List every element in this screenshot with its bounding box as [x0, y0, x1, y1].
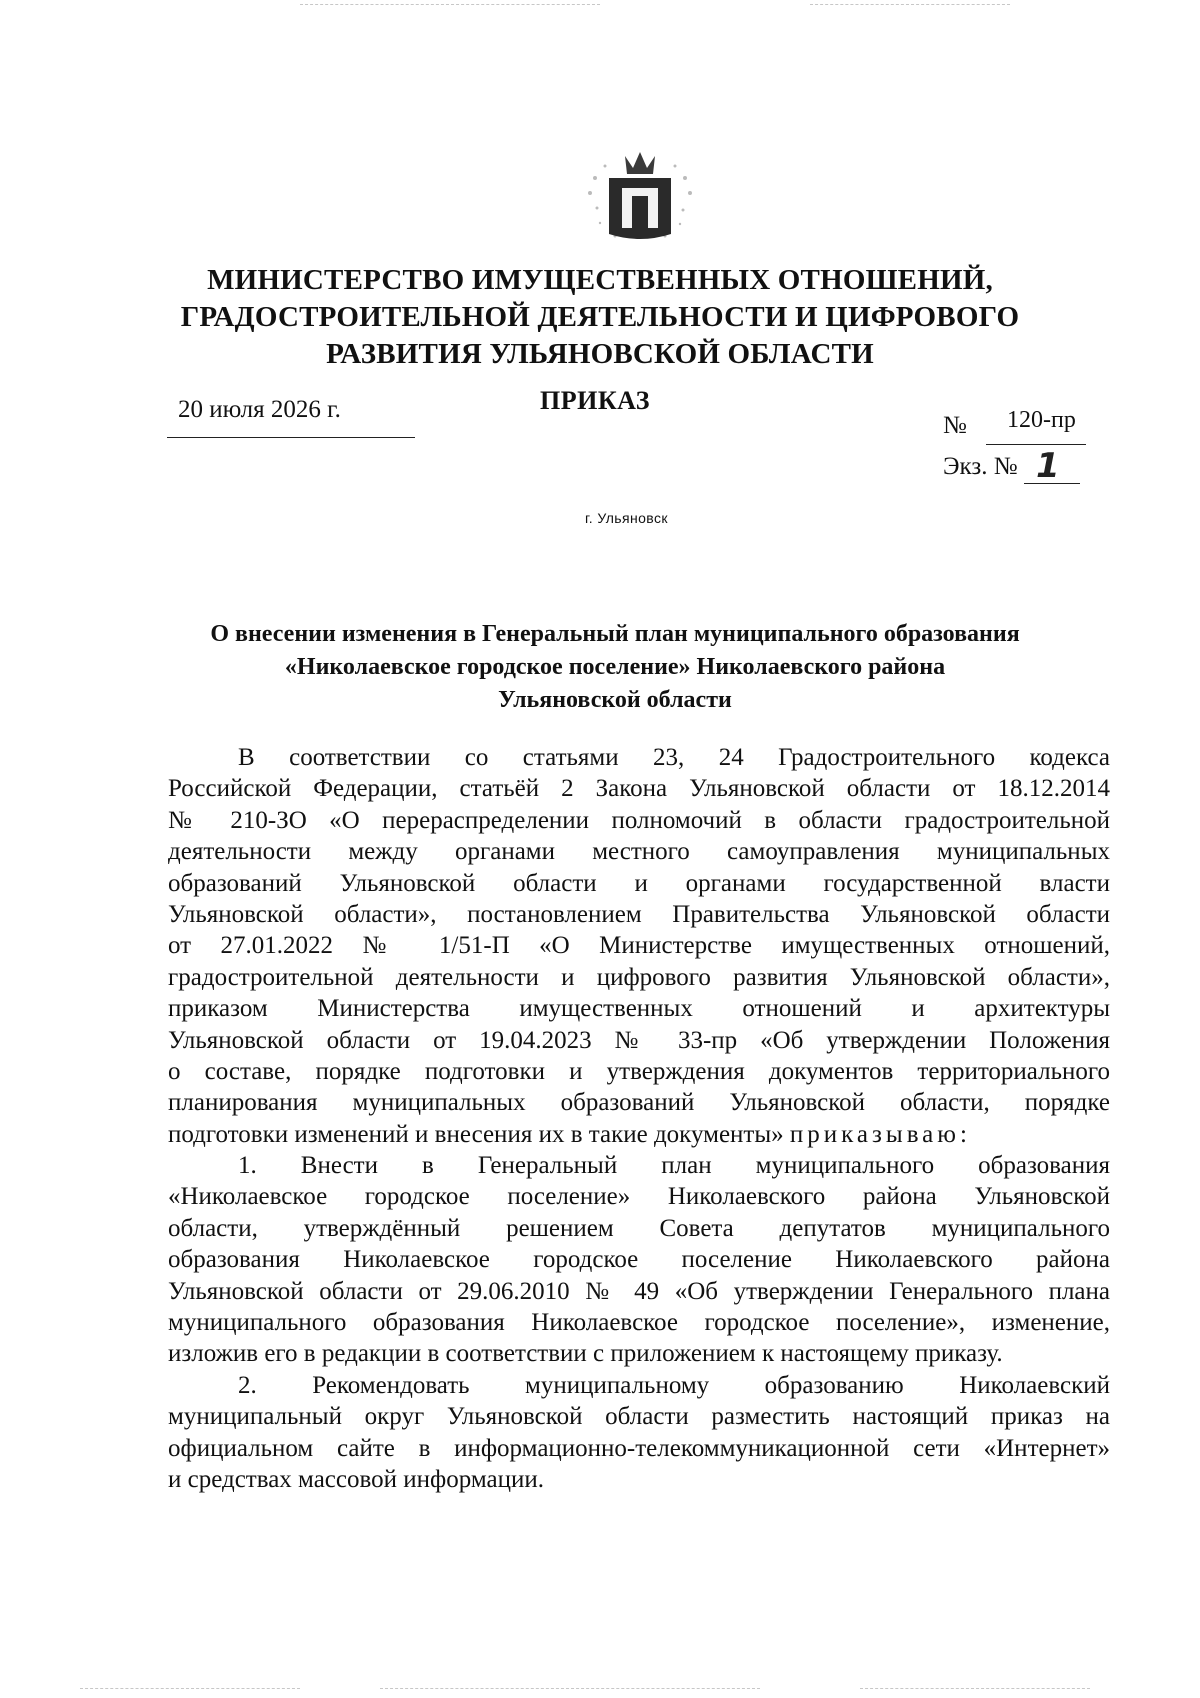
- order-title: ПРИКАЗ: [540, 386, 651, 415]
- body-line: о составе, порядке подготовки и утверждения документов территориального: [168, 1057, 1110, 1085]
- body-line: 1. Внести в Генеральный план муниципального образования: [238, 1152, 1110, 1180]
- body-line: Ульяновской области от 29.06.2010 № 49 «Об утверждении Генерального плана: [168, 1277, 1110, 1305]
- order-body: [168, 742, 1110, 1495]
- copy-number-value: 1: [1036, 446, 1060, 486]
- body-line: образования Николаевское городское поселение Николаевского района: [168, 1246, 1110, 1274]
- order-number-value: 120-пр: [1007, 407, 1076, 433]
- ministry-line: РАЗВИТИЯ УЛЬЯНОВСКОЙ ОБЛАСТИ: [326, 338, 874, 370]
- body-line: Ульяновской области», постановлением Правительства Ульяновской области: [168, 900, 1110, 928]
- body-line: области, утверждённый решением Совета депутатов муниципального: [168, 1214, 1110, 1242]
- order-date: 20 июля 2026 г.: [178, 396, 341, 423]
- subject-line: «Николаевское городское поселение» Николаевского района: [284, 654, 946, 680]
- order-subject: [150, 618, 1080, 717]
- body-line: № 210-ЗО «О перераспределении полномочий в области градостроительной: [168, 806, 1110, 834]
- ministry-name: [120, 262, 1080, 373]
- scan-artefact-bottom-left: [80, 1688, 300, 1689]
- body-line: «Николаевское городское поселение» Николаевского района Ульяновской: [168, 1183, 1110, 1211]
- date-underline: [167, 437, 415, 438]
- scan-artefact-top-right: [810, 4, 1010, 5]
- body-line: приказом Министерства имущественных отношений и архитектуры: [168, 995, 1110, 1023]
- copy-number-label: Экз. №: [943, 453, 1018, 480]
- scan-artefact-top: [300, 4, 600, 5]
- body-line: планирования муниципальных образований Ульяновской области, порядке: [168, 1089, 1110, 1117]
- body-line: и средствах массовой информации.: [168, 1465, 544, 1493]
- preamble-last-text: подготовки изменений и внесения их в такие документы»: [168, 1120, 784, 1148]
- scan-artefact-bottom: [380, 1688, 760, 1689]
- body-line: муниципального образования Николаевское городское поселение», изменение,: [168, 1309, 1110, 1337]
- order-number-underline: [986, 444, 1086, 445]
- order-item-1: [168, 1150, 1110, 1370]
- ministry-line: МИНИСТЕРСТВО ИМУЩЕСТВЕННЫХ ОТНОШЕНИЙ,: [207, 264, 993, 296]
- body-line: от 27.01.2022 № 1/51-П «О Министерстве имущественных отношений,: [168, 932, 1110, 960]
- body-line: градостроительной деятельности и цифрового развития Ульяновской области»,: [168, 963, 1110, 991]
- order-item-2: [168, 1370, 1110, 1496]
- body-line: изложив его в редакции в соответствии с приложением к настоящему приказу.: [168, 1340, 1003, 1368]
- order-word: приказываю:: [789, 1120, 971, 1148]
- preamble: [168, 742, 1110, 1150]
- subject-line: Ульяновской области: [498, 687, 732, 713]
- scan-artefact-bottom-right: [860, 1688, 1090, 1689]
- body-line: [168, 1119, 1110, 1150]
- copy-number-underline: [1024, 483, 1080, 484]
- coat-of-arms-icon: [575, 138, 705, 258]
- order-number-label: №: [943, 412, 967, 439]
- body-line: Российской Федерации, статьёй 2 Закона Ульяновской области от 18.12.2014: [168, 775, 1110, 803]
- ministry-line: ГРАДОСТРОИТЕЛЬНОЙ ДЕЯТЕЛЬНОСТИ И ЦИФРОВОГО: [180, 301, 1020, 333]
- body-line: образований Ульяновской области и органами государственной власти: [168, 869, 1110, 897]
- order-city: г. Ульяновск: [585, 510, 668, 526]
- body-line: 2. Рекомендовать муниципальному образованию Николаевский: [238, 1371, 1110, 1399]
- body-line: Ульяновской области от 19.04.2023 № 33-пр «Об утверждении Положения: [168, 1026, 1110, 1054]
- body-line: В соответствии со статьями 23, 24 Градостроительного кодекса: [238, 744, 1110, 771]
- subject-line: О внесении изменения в Генеральный план муниципального образования: [210, 621, 1020, 647]
- body-line: официальном сайте в информационно-телекоммуникационной сети «Интернет»: [168, 1434, 1110, 1462]
- body-line: деятельности между органами местного самоуправления муниципальных: [168, 838, 1110, 866]
- body-line: муниципальный округ Ульяновской области разместить настоящий приказ на: [168, 1403, 1110, 1431]
